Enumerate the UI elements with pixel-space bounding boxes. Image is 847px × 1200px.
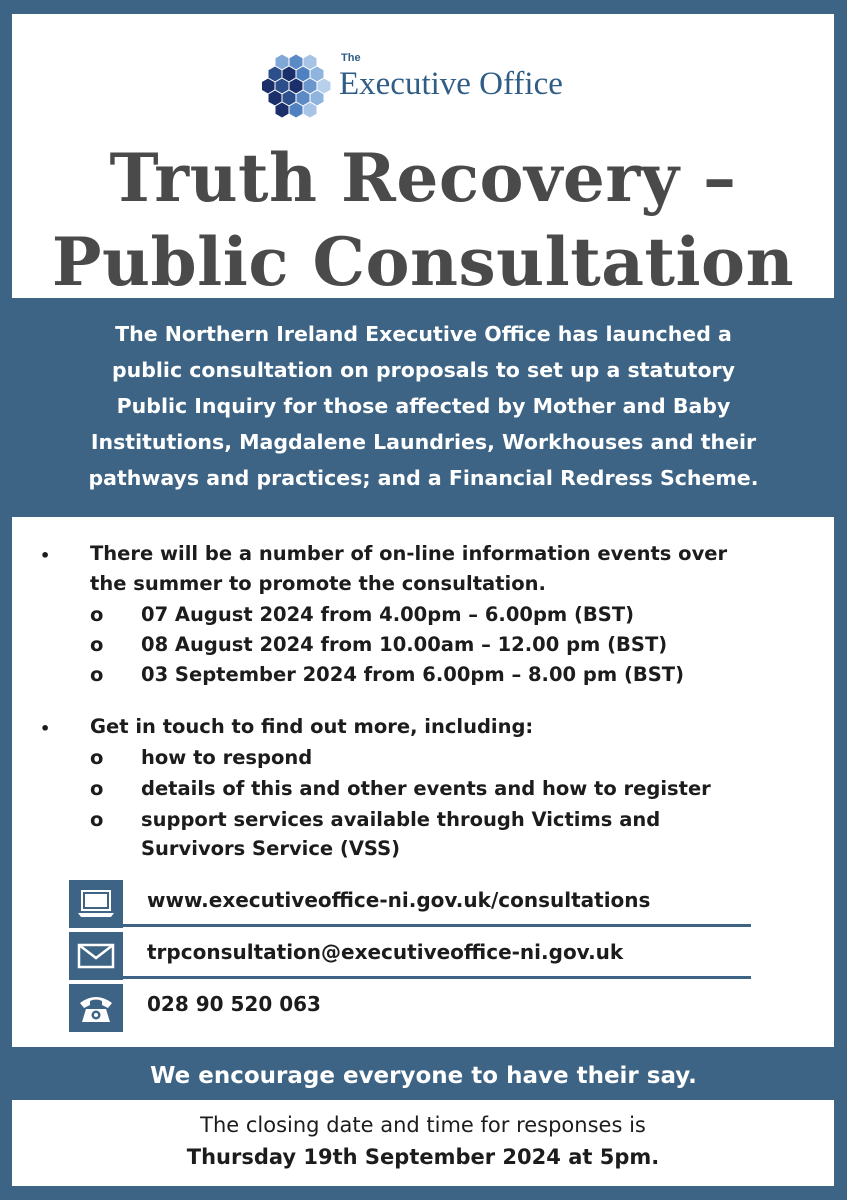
intro-emphasis: pathways and practices <box>88 466 363 490</box>
bullet-line: There will be a number of on-line information events over <box>90 542 728 565</box>
intro-line: public consultation on proposals to set up a statutory <box>111 358 736 382</box>
email-link[interactable]: trpconsultation@executiveoffice-ni.gov.uk <box>147 940 624 964</box>
contact-email[interactable] <box>12 932 834 980</box>
page-title <box>12 136 834 304</box>
bullet-line: the summer to promote the consultation. <box>90 572 546 595</box>
intro-text: ; and a Financial Redress Scheme. <box>362 466 759 490</box>
title-line-1: Truth Recovery – <box>109 139 737 217</box>
sub-marker: o <box>90 746 104 769</box>
encourage-banner: We encourage everyone to have their say. <box>150 1063 697 1089</box>
sub-marker: o <box>90 633 104 656</box>
sub-marker: o <box>90 663 104 686</box>
bullet-marker: • <box>40 719 51 738</box>
bullet-line: Get in touch to find out more, including: <box>90 715 534 738</box>
intro-line <box>30 460 817 496</box>
intro-line: The Northern Ireland Executive Office has launched a <box>115 322 732 346</box>
sub-marker: o <box>90 777 104 800</box>
details-panel <box>12 517 834 1047</box>
closing-intro: The closing date and time for responses is <box>200 1113 646 1137</box>
bullet-marker: • <box>40 546 51 565</box>
event-date-2: 08 August 2024 from 10.00am – 12.00 pm (BST) <box>141 633 668 656</box>
divider <box>123 924 751 927</box>
contact-website[interactable] <box>12 880 834 928</box>
laptop-icon <box>69 880 123 928</box>
event-date-1: 07 August 2024 from 4.00pm – 6.00pm (BST) <box>141 603 635 626</box>
website-link[interactable]: www.executiveoffice-ni.gov.uk/consultations <box>147 888 651 912</box>
sub-marker: o <box>90 603 104 626</box>
sub-item: details of this and other events and how to register <box>141 777 711 800</box>
divider <box>123 976 751 979</box>
header-panel <box>12 14 834 301</box>
logo-the: The <box>341 52 361 64</box>
hexagon-cluster-icon <box>262 50 332 126</box>
intro-paragraph <box>30 316 817 496</box>
title-line-2: Public Consultation <box>51 223 795 301</box>
sub-item: how to respond <box>141 746 313 769</box>
intro-emphasis: Mother and Baby <box>532 394 731 418</box>
contact-phone[interactable] <box>12 984 834 1032</box>
closing-panel <box>12 1100 834 1186</box>
sub-item: support services available through Victims and <box>141 808 661 831</box>
closing-date: Thursday 19th September 2024 at 5pm. <box>186 1145 660 1169</box>
phone-number[interactable]: 028 90 520 063 <box>147 992 321 1016</box>
executive-office-logo <box>262 38 622 128</box>
intro-text: Public Inquiry for those affected by <box>116 394 533 418</box>
telephone-icon <box>69 984 123 1032</box>
sub-marker: o <box>90 808 104 831</box>
sub-item: Survivors Service (VSS) <box>141 837 401 860</box>
intro-emphasis-line: Institutions, Magdalene Laundries, Workhouses and their <box>90 430 757 454</box>
intro-line <box>30 388 817 424</box>
logo-name: Executive Office <box>339 66 563 102</box>
envelope-icon <box>69 932 123 980</box>
event-date-3: 03 September 2024 from 6.00pm – 8.00 pm (BST) <box>141 663 684 686</box>
